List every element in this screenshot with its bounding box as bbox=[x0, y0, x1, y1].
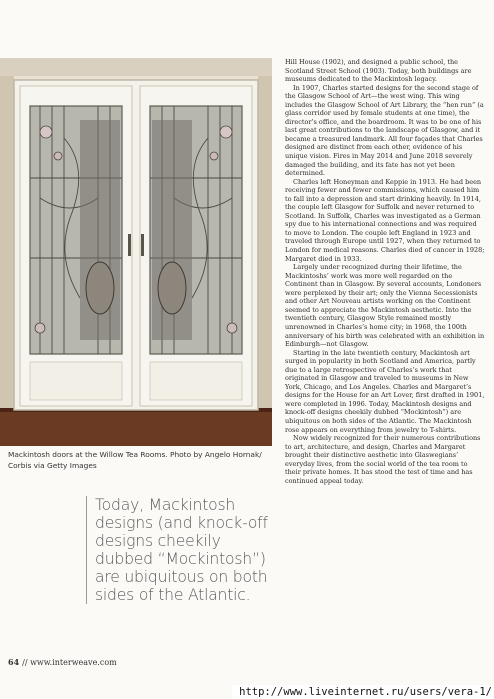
article-paragraph: Charles left Honeyman and Keppie in 1913. He had been receiving fewer and fewer commissions, which caused him to fall into a depression and start drinking heavily. In 1914, the couple left Glasgow for Suffolk and never returned to Scotland. In Suffolk, Charles was investigated as a German spy due to his international connections and was required to move to London. The couple left England in 1923 and traveled through Europe until 1927, when they returned to London for medical reasons. Charles died of cancer in 1928; Margaret died in 1933. bbox=[285, 177, 485, 263]
mackintosh-doors-photo bbox=[0, 58, 272, 446]
pull-quote: Today, Mackintosh designs (and knock-off designs cheekily dubbed “Mockintosh”) are ubiquitous on both sides of the Atlantic. bbox=[86, 496, 280, 604]
photo-caption: Mackintosh doors at the Willow Tea Rooms. Photo by Angelo Hornak/ Corbis via Getty Images bbox=[8, 450, 262, 470]
article-body bbox=[285, 58, 485, 485]
article-paragraph: Starting in the late twentieth century, Mackintosh art surged in popularity in both Scotland and America, partly due to a large retrospective of Charles’s work that originated in Glasgow and traveled to museums in New York, Chicago, and Los Angeles. Charles and Margaret’s designs for the House for an Art Lover, first drafted in 1901, were completed in 1996. Today, Mackintosh designs and knock-off designs cheekily dubbed “Mockintosh”) are ubiquitous on both sides of the Atlantic. The Mackintosh rose appears on everything from jewelry to T-shirts. bbox=[285, 348, 485, 434]
article-paragraph: Now widely recognized for their numerous contributions to art, architecture, and design, Charles and Margaret brought their distinctive aesthetic into Glaswegians’ everyday lives, from the social world of the tea room to their private homes. It has stood the test of time and has continued appeal today. bbox=[285, 434, 481, 485]
page-number: 64 bbox=[8, 657, 20, 667]
website-link[interactable]: // www.interweave.com bbox=[22, 658, 117, 667]
doors-illustration bbox=[0, 58, 272, 446]
page-footer bbox=[8, 657, 117, 667]
watermark-url: http://www.liveinternet.ru/users/vera-1/ bbox=[232, 685, 494, 699]
article-paragraph: In 1907, Charles started designs for the second stage of the Glasgow School of Art—the west wing. This wing includes the Glasgow School of Art Library, the “hen run” (a glass corridor used by female students at one time), the director’s office, and the boardroom. It was to be one of his last great contributions to the landscape of Glasgow, and it became a treasured landmark. All four façades that Charles designed are distinct from each other, evidence of his unique vision. Fires in May 2014 and June 2018 severely damaged the building, and its fate has not yet been determined. bbox=[285, 83, 484, 178]
article-paragraph: Hill House (1902), and designed a public school, the Scotland Street School (1903). Today, both buildings are museums dedicated to the Mackintosh legacy. bbox=[285, 58, 472, 84]
article-paragraph: Largely under recognized during their lifetime, the Mackintoshs’ work was more well regarded on the Continent than in Glasgow. By several accounts, Londoners were perplexed by their art; only the Vienna Secessionists and other Art Nouveau artists working on the Continent seemed to appreciate the Mackintosh aesthetic. Into the twentieth century, Glasgow Style remained mostly unrenowned in Charles’s home city; in 1968, the 100th anniversary of his birth was celebrated with an exhibition in Edinburgh—not Glasgow. bbox=[285, 263, 485, 349]
